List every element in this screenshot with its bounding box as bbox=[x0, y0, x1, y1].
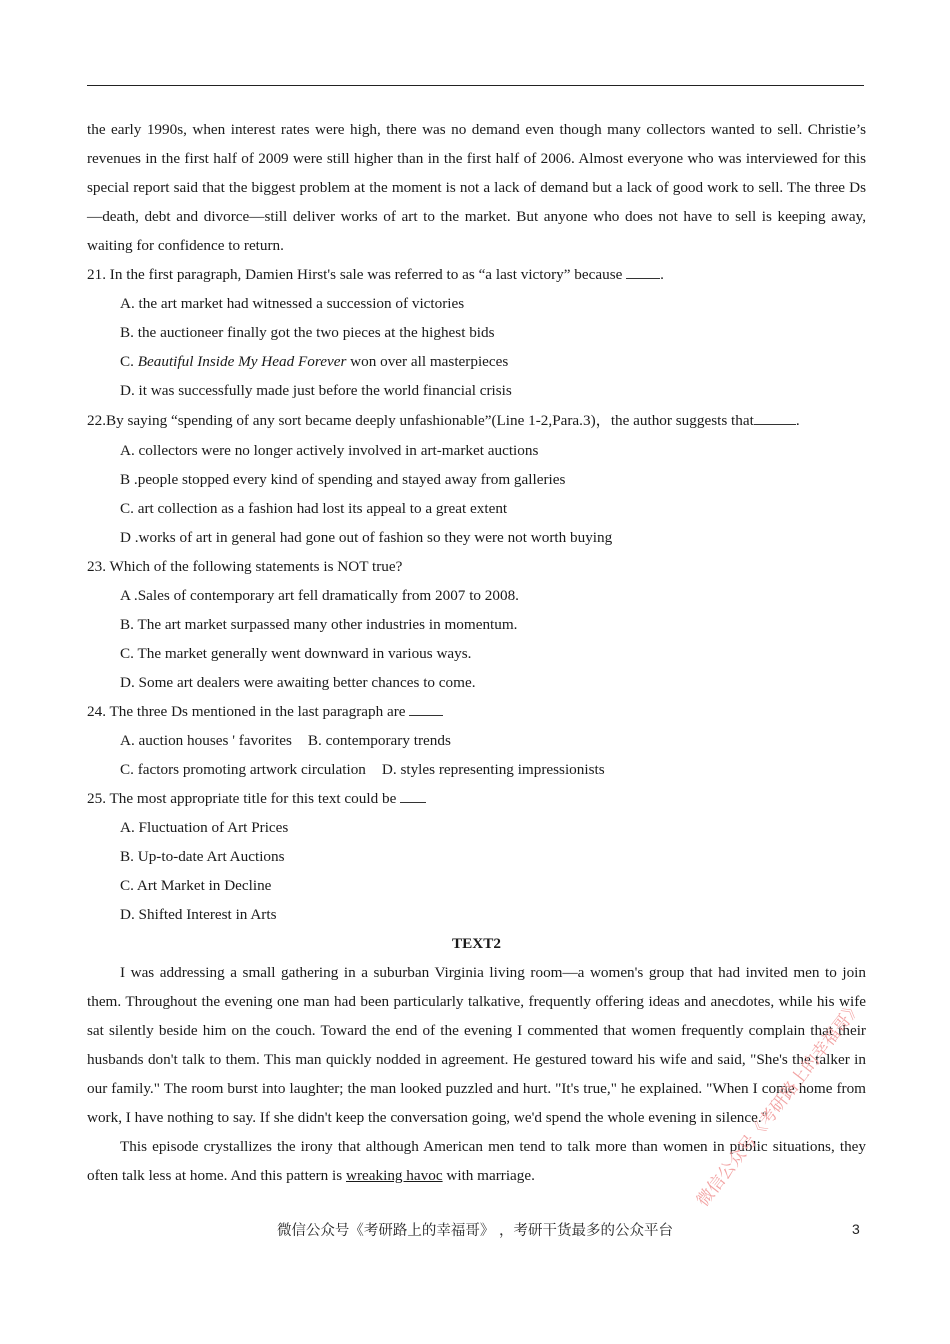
option-23d: D. Some art dealers were awaiting better chances to come. bbox=[120, 674, 476, 691]
question-22-stem: 22.By saying “spending of any sort became deeply unfashionable”(Line 1-2,Para.3)，the author suggests that bbox=[87, 412, 754, 429]
option-21a: A. the art market had witnessed a succession of victories bbox=[120, 295, 465, 312]
option-23c: C. The market generally went downward in various ways. bbox=[120, 645, 472, 662]
question-25-stem: 25. The most appropriate title for this text could be bbox=[87, 790, 397, 807]
question-21: 21. In the first paragraph, Damien Hirst's sale was referred to as “a last victory” because . bbox=[87, 266, 664, 283]
answer-blank bbox=[754, 410, 796, 425]
text2-paragraph-1: I was addressing a small gathering in a suburban Virginia living room—a women's group that had invited men to join them. Throughout the evening one man had been particularly talkative, frequently offering ideas and anecdotes, while his wife sat silently beside him on the couch. Toward the end of the evening I commented that women frequently complain that their husbands don't talk to them. This man quickly nodded in agreement. He gestured toward his wife and said, "She's the talker in our family." The room burst into laughter; the man looked puzzled and hurt. "It's true," he explained. "When I come home from work, I have nothing to say. If she didn't keep the conversation going, we'd spend the whole evening in silence." bbox=[87, 964, 866, 1126]
text2-heading: TEXT2 bbox=[452, 935, 501, 952]
option-22c: C. art collection as a fashion had lost its appeal to a great extent bbox=[120, 500, 508, 517]
option-25b: B. Up-to-date Art Auctions bbox=[120, 848, 285, 865]
page-content bbox=[87, 115, 866, 1190]
answer-blank bbox=[409, 701, 443, 716]
footer-text: 微信公众号《考研路上的幸福哥》 ，考研干货最多的公众平台 bbox=[276, 1223, 674, 1239]
question-22: 22.By saying “spending of any sort became deeply unfashionable”(Line 1-2,Para.3)，the author suggests that . bbox=[87, 412, 800, 429]
option-22a: A. collectors were no longer actively involved in art-market auctions bbox=[120, 442, 539, 459]
watermark-text: 微信公众号《考研路上的幸福哥》 bbox=[693, 997, 866, 1211]
question-23: 23. Which of the following statements is NOT true? bbox=[87, 558, 403, 575]
option-25c: C. Art Market in Decline bbox=[120, 877, 272, 894]
artwork-title: Beautiful Inside My Head Forever bbox=[137, 353, 347, 370]
option-23b: B. The art market surpassed many other industries in momentum. bbox=[120, 616, 518, 633]
header-rule bbox=[87, 85, 864, 86]
option-25a: A. Fluctuation of Art Prices bbox=[120, 819, 289, 836]
page-number: 3 bbox=[852, 1221, 860, 1237]
question-21-stem: 21. In the first paragraph, Damien Hirst's sale was referred to as “a last victory” because bbox=[87, 266, 623, 283]
option-21b: B. the auctioneer finally got the two pieces at the highest bids bbox=[120, 324, 495, 341]
option-24cd: C. factors promoting artwork circulation D. styles representing impressionists bbox=[120, 761, 605, 778]
option-23a: A .Sales of contemporary art fell dramatically from 2007 to 2008. bbox=[120, 587, 519, 604]
question-24-stem: 24. The three Ds mentioned in the last paragraph are bbox=[87, 703, 406, 720]
intro-paragraph: the early 1990s, when interest rates were high, there was no demand even though many collectors wanted to sell. Christie’s revenues in the first half of 2009 were still higher than in the first half of 2006. Almost everyone who was interviewed for this special report said that the biggest problem at the moment is not a lack of demand but a lack of good work to sell. The three Ds—death, debt and divorce—still deliver works of art to the market. But anyone who does not have to sell is keeping away, waiting for confidence to return. bbox=[87, 121, 866, 254]
option-24ab: A. auction houses ' favorites B. contemporary trends bbox=[120, 732, 451, 749]
answer-blank bbox=[400, 788, 426, 803]
question-24 bbox=[87, 697, 866, 726]
underlined-phrase: wreaking havoc bbox=[346, 1167, 443, 1184]
question-25 bbox=[87, 784, 866, 813]
option-25d: D. Shifted Interest in Arts bbox=[120, 906, 277, 923]
option-21c: C. Beautiful Inside My Head Forever won over all masterpieces bbox=[120, 353, 509, 370]
option-22d: D .works of art in general had gone out of fashion so they were not worth buying bbox=[120, 529, 613, 546]
option-22b: B .people stopped every kind of spending and stayed away from galleries bbox=[120, 471, 566, 488]
answer-blank bbox=[626, 264, 660, 279]
option-21d: D. it was successfully made just before the world financial crisis bbox=[120, 382, 512, 399]
text2-paragraph-2: This episode crystallizes the irony that although American men tend to talk more than women in public situations, they often talk less at home. And this pattern is wreaking havoc with marriage. bbox=[87, 1138, 866, 1184]
